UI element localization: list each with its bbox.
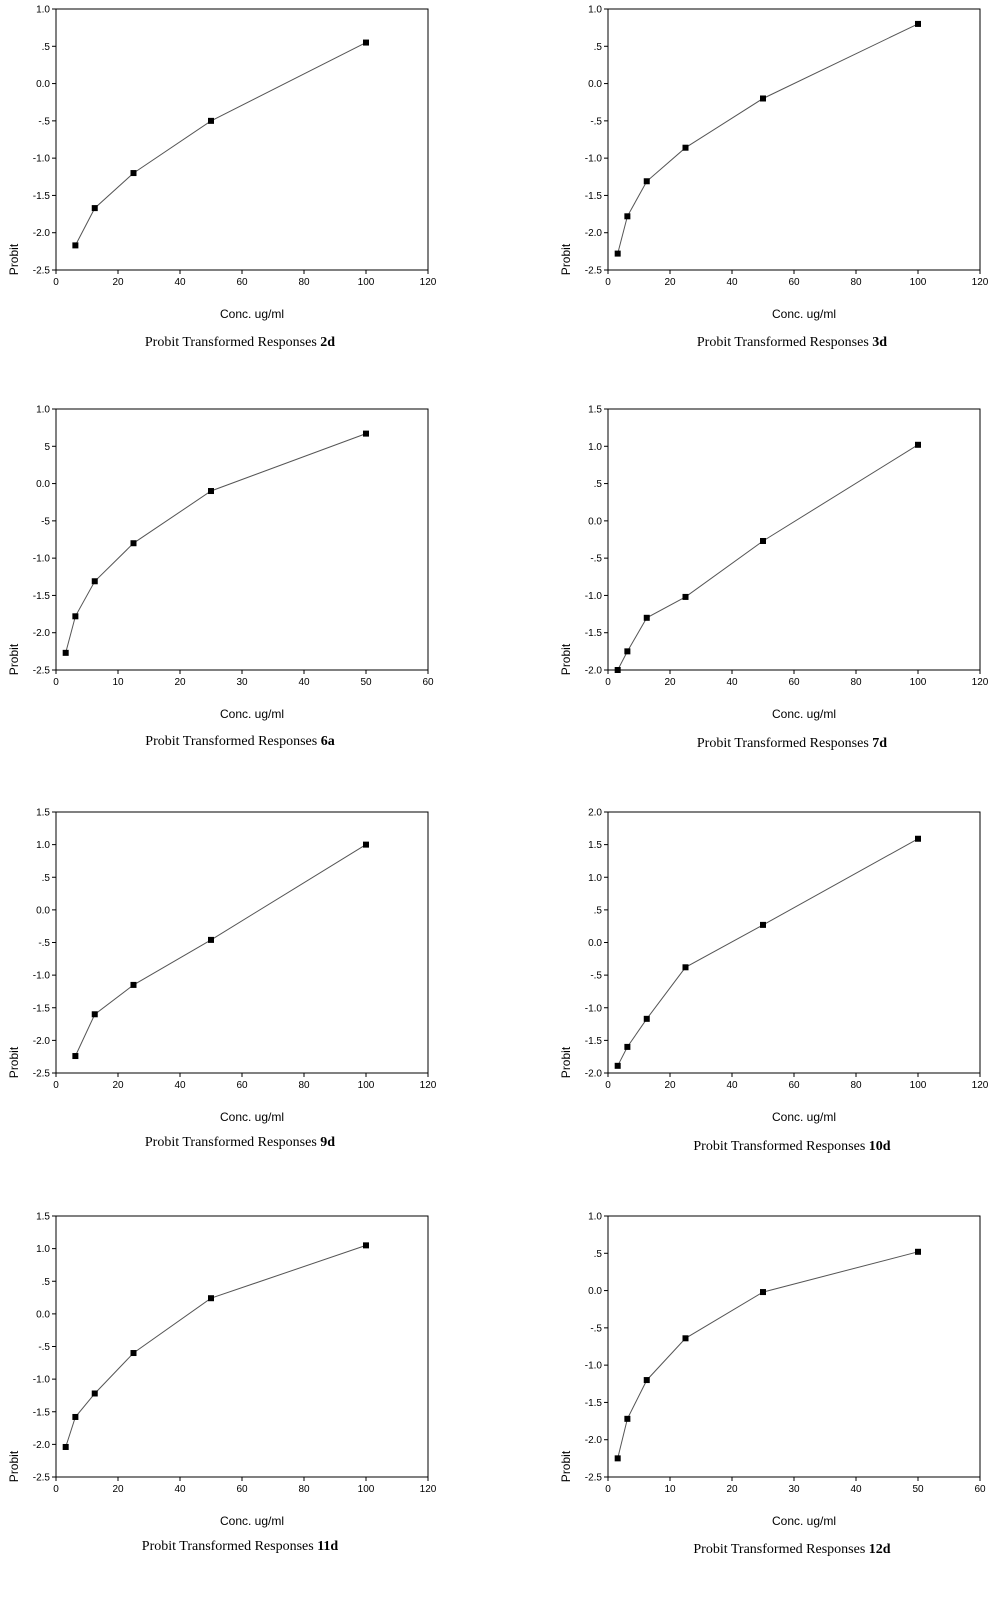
- chart-panel-3d: [552, 0, 1000, 391]
- x-tick-label: 10: [664, 1484, 676, 1495]
- x-tick-label: 20: [664, 677, 676, 688]
- y-tick-label: 1.5: [36, 807, 50, 819]
- y-tick-label: -1.5: [584, 190, 602, 202]
- data-point: [915, 442, 921, 448]
- chart-title: Probit Transformed Responses: [696, 335, 869, 350]
- data-point: [683, 1335, 689, 1341]
- x-tick-label: 80: [850, 677, 862, 688]
- data-point: [683, 964, 689, 970]
- chart-compound-label: 6a: [320, 734, 335, 749]
- chart-caption-3d: [552, 335, 1000, 351]
- plot-area: [56, 812, 428, 1073]
- y-tick-label: -.5: [590, 970, 602, 982]
- x-tick-label: 40: [850, 1484, 862, 1495]
- y-tick-label: 1.0: [36, 840, 50, 852]
- y-tick-label: -2.0: [32, 228, 50, 240]
- y-axis-label: Probit: [7, 1046, 21, 1079]
- chart-panel-11d: [0, 1207, 500, 1598]
- y-tick-label: -1.0: [32, 153, 50, 165]
- data-point: [760, 1289, 766, 1295]
- y-tick-label: -1.0: [584, 153, 602, 165]
- y-tick-label: .5: [593, 1248, 602, 1260]
- chart-title: Probit Transformed Responses: [145, 734, 318, 749]
- x-tick-label: 100: [909, 277, 927, 288]
- y-tick-label: -1.0: [584, 590, 602, 602]
- x-tick-label: 40: [174, 1080, 186, 1091]
- y-tick-label: -2.5: [32, 665, 50, 677]
- x-axis-label: Conc. ug/ml: [771, 307, 837, 321]
- y-tick-label: -2.0: [32, 1035, 50, 1047]
- y-tick-label: -1.5: [32, 1003, 50, 1015]
- y-tick-label: 1.0: [36, 1244, 50, 1256]
- data-point: [615, 1063, 621, 1069]
- plot-area: [608, 409, 980, 670]
- y-tick-label: -2.0: [32, 1439, 50, 1451]
- y-tick-label: -2.5: [32, 1068, 50, 1080]
- x-tick-label: 60: [422, 677, 434, 688]
- chart-compound-label: 7d: [872, 736, 888, 751]
- x-tick-label: 60: [788, 277, 800, 288]
- x-axis-label: Conc. ug/ml: [219, 307, 285, 321]
- y-tick-label: .5: [593, 41, 602, 53]
- data-point: [208, 488, 214, 494]
- y-tick-label: -1.5: [584, 1035, 602, 1047]
- plot-area: [608, 1216, 980, 1477]
- x-tick-label: 20: [112, 1484, 124, 1495]
- y-tick-label: -1.5: [32, 590, 50, 602]
- y-tick-label: 2.0: [588, 807, 602, 819]
- data-point: [624, 1416, 630, 1422]
- data-point: [760, 95, 766, 101]
- y-tick-label: -.5: [38, 938, 50, 949]
- data-point: [760, 538, 766, 544]
- chart-panel-2d: [0, 0, 500, 391]
- y-tick-label: 1.0: [588, 441, 602, 453]
- chart-caption-2d: [0, 335, 480, 351]
- data-point: [208, 937, 214, 943]
- chart-caption-10d: [552, 1139, 1000, 1155]
- data-point: [915, 21, 921, 27]
- x-tick-label: 20: [174, 677, 186, 688]
- x-tick-label: 80: [850, 277, 862, 288]
- chart-compound-label: 9d: [320, 1135, 336, 1150]
- x-tick-label: 100: [357, 277, 375, 288]
- y-tick-label: -2.0: [584, 228, 602, 240]
- plot-area: [56, 1216, 428, 1477]
- chart-title: Probit Transformed Responses: [144, 1135, 317, 1150]
- x-tick-label: 60: [788, 1080, 800, 1091]
- data-point: [624, 213, 630, 219]
- data-point: [92, 1390, 98, 1396]
- chart-panel-9d: [0, 803, 500, 1194]
- x-tick-label: 120: [971, 277, 989, 288]
- x-tick-label: 80: [298, 277, 310, 288]
- y-tick-label: 1.0: [588, 1211, 602, 1223]
- data-point: [92, 205, 98, 211]
- x-tick-label: 0: [53, 677, 59, 688]
- data-point: [915, 836, 921, 842]
- x-tick-label: 80: [850, 1080, 862, 1091]
- y-tick-label: .5: [41, 872, 50, 884]
- y-axis-label: Probit: [559, 1450, 573, 1483]
- data-point: [683, 594, 689, 600]
- x-tick-label: 0: [605, 277, 611, 288]
- data-point: [92, 1011, 98, 1017]
- y-tick-label: -1.5: [584, 628, 602, 640]
- x-tick-label: 30: [236, 677, 248, 688]
- x-tick-label: 120: [419, 1080, 437, 1091]
- y-tick-label: 1.0: [588, 4, 602, 16]
- data-point: [131, 540, 137, 546]
- y-tick-label: 0.0: [36, 479, 50, 491]
- y-tick-label: .5: [41, 1276, 50, 1288]
- chart-svg-2d: [0, 0, 500, 391]
- chart-compound-label: 10d: [868, 1139, 891, 1154]
- y-tick-label: .5: [593, 905, 602, 917]
- data-point: [63, 1444, 69, 1450]
- data-point: [644, 1377, 650, 1383]
- chart-title: Probit Transformed Responses: [144, 335, 317, 350]
- x-tick-label: 60: [788, 677, 800, 688]
- chart-title: Probit Transformed Responses: [693, 1542, 866, 1557]
- x-tick-label: 10: [112, 677, 124, 688]
- y-tick-label: 5: [44, 441, 50, 453]
- data-point: [760, 922, 766, 928]
- plot-area: [608, 9, 980, 270]
- data-point: [644, 615, 650, 621]
- plot-area: [56, 409, 428, 670]
- x-tick-label: 0: [53, 1484, 59, 1495]
- y-tick-label: -2.5: [32, 265, 50, 277]
- chart-title: Probit Transformed Responses: [696, 736, 869, 751]
- y-tick-label: -2.5: [584, 265, 602, 277]
- x-tick-label: 40: [726, 677, 738, 688]
- x-tick-label: 0: [53, 277, 59, 288]
- x-tick-label: 0: [53, 1080, 59, 1091]
- y-tick-label: -1.0: [32, 970, 50, 982]
- chart-panel-12d: [552, 1207, 1000, 1598]
- chart-caption-11d: [0, 1539, 480, 1555]
- y-tick-label: 1.5: [36, 1211, 50, 1223]
- x-tick-label: 0: [605, 677, 611, 688]
- y-tick-label: -.5: [38, 116, 50, 128]
- y-tick-label: 0.0: [36, 79, 50, 91]
- y-tick-label: -.5: [590, 116, 602, 128]
- y-axis-label: Probit: [559, 243, 573, 276]
- data-point: [363, 1242, 369, 1248]
- chart-compound-label: 2d: [320, 335, 336, 350]
- y-tick-label: 1.0: [36, 404, 50, 416]
- y-tick-label: 0.0: [588, 516, 602, 528]
- y-tick-label: -2.0: [584, 1068, 602, 1080]
- x-axis-label: Conc. ug/ml: [219, 1110, 285, 1124]
- y-tick-label: -2.5: [32, 1472, 50, 1484]
- chart-svg-3d: [552, 0, 1000, 391]
- data-point: [92, 578, 98, 584]
- chart-compound-label: 3d: [872, 335, 888, 350]
- y-tick-label: 0.0: [36, 905, 50, 917]
- x-tick-label: 100: [357, 1484, 375, 1495]
- chart-svg-7d: [552, 400, 1000, 791]
- chart-caption-9d: [0, 1135, 480, 1151]
- data-point: [131, 1350, 137, 1356]
- x-tick-label: 20: [726, 1484, 738, 1495]
- x-tick-label: 20: [664, 1080, 676, 1091]
- data-point: [644, 178, 650, 184]
- y-axis-label: Probit: [559, 643, 573, 676]
- x-tick-label: 0: [605, 1484, 611, 1495]
- y-tick-label: -1.5: [32, 1407, 50, 1419]
- y-axis-label: Probit: [7, 243, 21, 276]
- x-tick-label: 100: [909, 677, 927, 688]
- chart-panel-10d: [552, 803, 1000, 1194]
- y-tick-label: 0.0: [588, 938, 602, 949]
- chart-panel-6a: [0, 400, 500, 791]
- data-point: [72, 1053, 78, 1059]
- chart-title: Probit Transformed Responses: [141, 1539, 314, 1554]
- y-tick-label: -1.5: [584, 1397, 602, 1409]
- y-tick-label: .5: [593, 479, 602, 491]
- x-tick-label: 120: [971, 677, 989, 688]
- x-tick-label: 120: [419, 1484, 437, 1495]
- chart-caption-7d: [552, 736, 1000, 752]
- plot-area: [56, 9, 428, 270]
- x-axis-label: Conc. ug/ml: [219, 707, 285, 721]
- y-tick-label: -1.0: [584, 1360, 602, 1372]
- chart-title: Probit Transformed Responses: [693, 1139, 866, 1154]
- x-tick-label: 120: [971, 1080, 989, 1091]
- data-point: [72, 613, 78, 619]
- y-tick-label: 1.5: [588, 404, 602, 416]
- y-axis-label: Probit: [7, 1450, 21, 1483]
- x-tick-label: 20: [664, 277, 676, 288]
- y-tick-label: -2.5: [584, 1472, 602, 1484]
- chart-svg-10d: [552, 803, 1000, 1194]
- x-tick-label: 20: [112, 277, 124, 288]
- x-axis-label: Conc. ug/ml: [771, 1110, 837, 1124]
- data-point: [624, 648, 630, 654]
- chart-compound-label: 12d: [868, 1542, 891, 1557]
- x-tick-label: 40: [174, 1484, 186, 1495]
- y-axis-label: Probit: [7, 643, 21, 676]
- y-tick-label: -.5: [38, 1342, 50, 1353]
- data-point: [72, 242, 78, 248]
- x-tick-label: 40: [726, 277, 738, 288]
- y-tick-label: -1.0: [32, 1374, 50, 1386]
- data-point: [363, 431, 369, 437]
- data-point: [131, 982, 137, 988]
- x-tick-label: 50: [360, 677, 372, 688]
- x-tick-label: 40: [298, 677, 310, 688]
- x-tick-label: 80: [298, 1080, 310, 1091]
- chart-compound-label: 11d: [317, 1539, 339, 1554]
- x-tick-label: 0: [605, 1080, 611, 1091]
- x-tick-label: 60: [236, 1080, 248, 1091]
- y-tick-label: -1.0: [584, 1003, 602, 1015]
- y-tick-label: -1.0: [32, 553, 50, 565]
- x-tick-label: 40: [726, 1080, 738, 1091]
- data-point: [615, 251, 621, 257]
- y-tick-label: -1.5: [32, 190, 50, 202]
- x-tick-label: 60: [236, 1484, 248, 1495]
- x-tick-label: 100: [357, 1080, 375, 1091]
- x-tick-label: 60: [236, 277, 248, 288]
- y-tick-label: -.5: [590, 553, 602, 565]
- x-tick-label: 30: [788, 1484, 800, 1495]
- x-tick-label: 60: [974, 1484, 986, 1495]
- y-tick-label: 1.5: [588, 840, 602, 852]
- chart-svg-6a: [0, 400, 500, 791]
- data-point: [131, 170, 137, 176]
- chart-panel-7d: [552, 400, 1000, 791]
- y-tick-label: 1.0: [588, 872, 602, 884]
- plot-area: [608, 812, 980, 1073]
- y-tick-label: -.5: [590, 1323, 602, 1335]
- chart-caption-12d: [552, 1542, 1000, 1558]
- y-tick-label: -2.0: [32, 628, 50, 640]
- data-point: [644, 1016, 650, 1022]
- x-axis-label: Conc. ug/ml: [219, 1514, 285, 1528]
- data-point: [363, 40, 369, 46]
- x-tick-label: 100: [909, 1080, 927, 1091]
- y-tick-label: .5: [41, 41, 50, 53]
- data-point: [363, 842, 369, 848]
- data-point: [208, 1295, 214, 1301]
- x-tick-label: 50: [912, 1484, 924, 1495]
- y-tick-label: 1.0: [36, 4, 50, 16]
- y-tick-label: -2.0: [584, 1435, 602, 1447]
- data-point: [208, 118, 214, 124]
- data-point: [615, 667, 621, 673]
- x-axis-label: Conc. ug/ml: [771, 707, 837, 721]
- data-point: [683, 145, 689, 151]
- y-tick-label: -2.0: [584, 665, 602, 677]
- data-point: [624, 1044, 630, 1050]
- data-point: [63, 650, 69, 656]
- chart-svg-12d: [552, 1207, 1000, 1598]
- x-axis-label: Conc. ug/ml: [771, 1514, 837, 1528]
- x-tick-label: 40: [174, 277, 186, 288]
- chart-caption-6a: [0, 734, 480, 750]
- data-point: [915, 1249, 921, 1255]
- data-point: [72, 1414, 78, 1420]
- y-tick-label: 0.0: [588, 1286, 602, 1298]
- y-axis-label: Probit: [559, 1046, 573, 1079]
- x-tick-label: 80: [298, 1484, 310, 1495]
- x-tick-label: 120: [419, 277, 437, 288]
- data-point: [615, 1455, 621, 1461]
- y-tick-label: 0.0: [588, 79, 602, 91]
- y-tick-label: 0.0: [36, 1309, 50, 1321]
- x-tick-label: 20: [112, 1080, 124, 1091]
- y-tick-label: -5: [41, 516, 50, 528]
